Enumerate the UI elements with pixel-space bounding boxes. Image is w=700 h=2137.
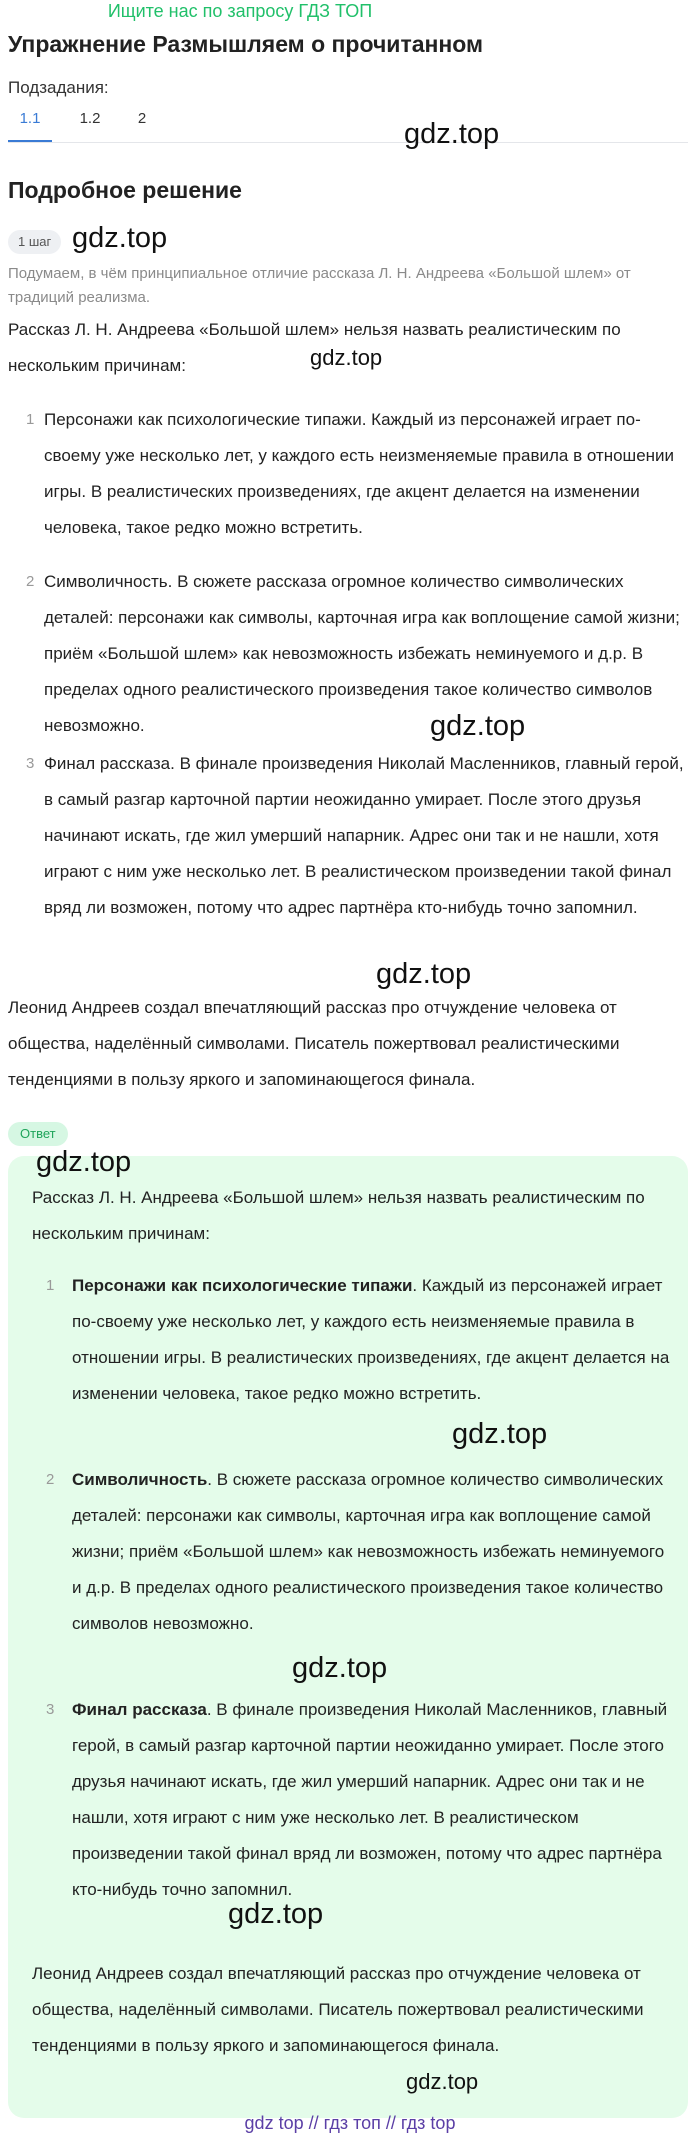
step-badge: 1 шаг (8, 230, 61, 254)
tab-1-2[interactable]: 1.2 (79, 110, 101, 127)
hint-text: Подумаем, в чём принципиальное отличие рассказа Л. Н. Андреева «Большой шлем» от традиций реализма. (8, 265, 631, 306)
list-item-body: . В сюжете рассказа огромное количество символических деталей: персонажи как символы, карточная игра как воплощение самой жизни; приём «Большой шлем» как невозможность избежать неминуемого и д.р. В пределах одного реалистического произведения такое количество символов невозможно. (72, 1470, 665, 1633)
list-item-text (72, 1462, 672, 1642)
tab-2[interactable]: 2 (137, 110, 147, 127)
answer-intro: Рассказ Л. Н. Андреева «Большой шлем» нельзя назвать реалистическим по нескольким причинам: (32, 1188, 645, 1243)
list-number: 3 (26, 755, 35, 772)
solution-intro: Рассказ Л. Н. Андреева «Большой шлем» нельзя назвать реалистическим по нескольким причинам: (8, 320, 621, 375)
list-item-body: . В финале произведения Николай Масленников, главный герой, в самый разгар карточной партии неожиданно умирает. После этого друзья начинают искать, где жил умерший напарник. Адрес они так и не нашли, хотя играют с ним уже несколько лет. В реалистическом произведении такой финал вряд ли возможен, потому что адрес партнёра кто-нибудь точно запомнил. (72, 1700, 668, 1899)
list-item-heading: Символичность (72, 1470, 208, 1489)
watermark: gdz.top (430, 710, 526, 742)
list-item-text (72, 1268, 672, 1412)
list-item-heading: Финал рассказа (72, 1700, 207, 1719)
list-number: 1 (26, 411, 35, 428)
list-item-text: Финал рассказа. В финале произведения Николай Масленников, главный герой, в самый разгар карточной партии неожиданно умирает. После этого друзья начинают искать, где жил умерший напарник. Адрес они так и не нашли, хотя играют с ним уже несколько лет. В реалистическом произведении такой финал вряд ли возможен, потому что адрес партнёра кто-нибудь точно запомнил. (44, 754, 684, 917)
answer-box (8, 1156, 688, 2118)
answer-conclusion: Леонид Андреев создал впечатляющий рассказ про отчуждение человека от общества, наделённый символами. Писатель пожертвовал реалистическими тенденциями в пользу яркого и запоминающегося финала. (32, 1964, 644, 2055)
tab-1-1[interactable]: 1.1 (8, 110, 52, 142)
solution-conclusion: Леонид Андреев создал впечатляющий рассказ про отчуждение человека от общества, наделённый символами. Писатель пожертвовал реалистическими тенденциями в пользу яркого и запоминающегося финала. (8, 998, 620, 1089)
list-number: 2 (46, 1471, 55, 1488)
watermark: gdz.top (452, 1418, 548, 1450)
watermark: gdz.top (292, 1652, 388, 1684)
watermark: gdz.top (228, 1898, 324, 1930)
promo-banner[interactable]: Ищите нас по запросу ГДЗ ТОП (107, 1, 373, 21)
list-number: 2 (26, 573, 35, 590)
footer-links[interactable]: gdz top // гдз топ // гдз top (244, 2113, 456, 2133)
list-number: 3 (46, 1701, 55, 1718)
list-item-heading: Персонажи как психологические типажи (72, 1276, 413, 1295)
list-item-body: . Каждый из персонажей играет по-своему уже несколько лет, у каждого есть неизменяемые правила в отношении игры. В реалистических произведениях, где акцент делается на изменении человека, такое редко можно встретить. (72, 1276, 670, 1403)
page-title: Упражнение Размышляем о прочитанном (8, 31, 484, 57)
list-number: 1 (46, 1277, 55, 1294)
watermark: gdz.top (406, 2069, 479, 2094)
answer-badge: Ответ (8, 1122, 68, 1146)
list-item-text (72, 1692, 672, 1908)
watermark: gdz.top (310, 345, 383, 370)
watermark: gdz.top (404, 118, 500, 150)
watermark: gdz.top (72, 222, 168, 254)
solution-title: Подробное решение (8, 177, 242, 203)
watermark: gdz.top (36, 1146, 132, 1178)
subtasks-label: Подзадания: (8, 78, 109, 97)
list-item-text: Символичность. В сюжете рассказа огромное количество символических деталей: персонажи как символы, карточная игра как воплощение самой жизни; приём «Большой шлем» как невозможность избежать неминуемого и д.р. В пределах одного реалистического произведения такое количество символов невозможно. (44, 572, 680, 735)
subtask-tabs (8, 104, 688, 143)
watermark: gdz.top (376, 958, 472, 990)
list-item-text: Персонажи как психологические типажи. Каждый из персонажей играет по-своему уже несколько лет, у каждого есть неизменяемые правила в отношении игры. В реалистических произведениях, где акцент делается на изменении человека, такое редко можно встретить. (44, 410, 675, 537)
